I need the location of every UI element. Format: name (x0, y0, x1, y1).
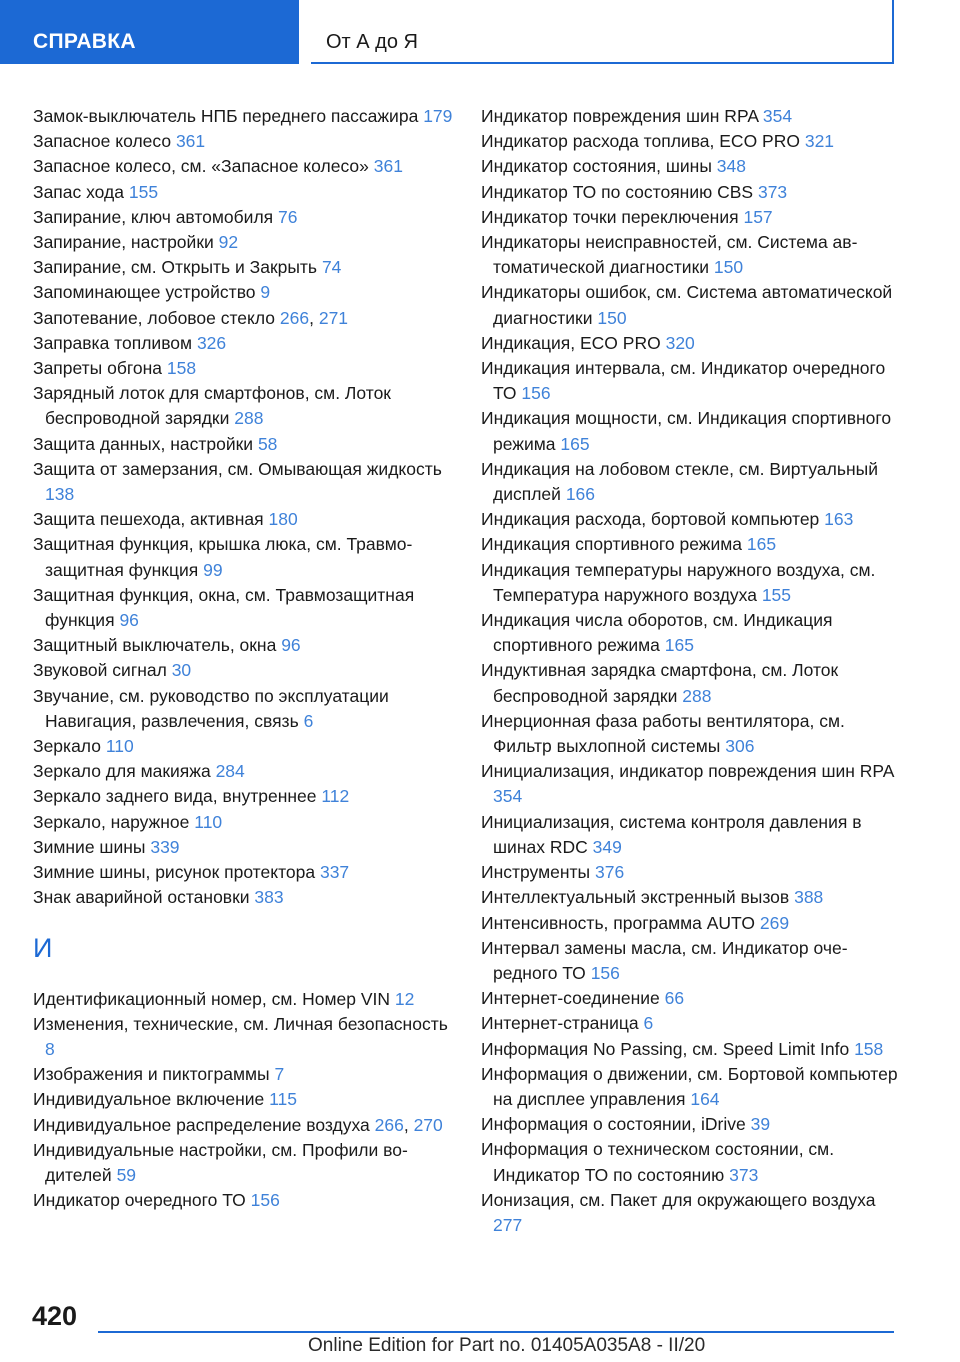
index-term: Индикация на лобовом стекле, см. Виртуальный дисплей (481, 458, 878, 505)
index-entry (481, 104, 901, 129)
index-entry (481, 457, 901, 507)
page-link[interactable]: 30 (171, 660, 192, 681)
index-entry (33, 1188, 458, 1213)
page-link[interactable]: 354 (762, 106, 793, 126)
index-term: Индикация, ECO PRO (481, 332, 661, 353)
index-term: Инициализация, система контроля давления в шинах RDC (481, 811, 862, 857)
index-entry (33, 734, 458, 759)
index-term: Интернет-страница (481, 1013, 639, 1034)
index-term: Индикаторы неисправностей, см. Система автоматической диагностики (481, 232, 858, 278)
index-entry (33, 154, 458, 179)
index-column-left (33, 104, 458, 1213)
page-link[interactable]: 138 (45, 484, 75, 505)
page-link[interactable]: 96 (119, 610, 139, 631)
index-term: Индикатор расхода топлива, ECO PRO (481, 131, 800, 152)
page-link[interactable]: 9 (260, 282, 271, 303)
page-link[interactable]: 383 (254, 887, 284, 908)
index-entry (33, 784, 458, 809)
page-link[interactable]: 92 (218, 232, 239, 253)
chapter-title: От А до Я (326, 31, 418, 53)
index-entry (481, 356, 901, 406)
page-link[interactable]: 361 (373, 156, 403, 177)
page-link[interactable]: 288 (234, 408, 264, 429)
index-term: Индикация интервала, см. Индикатор очередного ТО (481, 358, 886, 404)
page-link[interactable]: 96 (281, 635, 301, 656)
index-entry (33, 885, 458, 910)
page-link[interactable]: 158 (166, 358, 197, 379)
index-term: Замок-выключатель НПБ переднего пассажира (33, 106, 419, 126)
index-term: Запирание, настройки (33, 232, 214, 253)
index-term: Информация о движении, см. Бортовой компьютер на дисплее управления (481, 1063, 898, 1109)
index-term: Знак аварийной остановки (33, 887, 250, 908)
index-term: Запасное колесо, см. «Запасное колесо» (33, 156, 369, 177)
index-entry (33, 658, 458, 683)
index-term: Запас хода (33, 181, 124, 202)
index-entry: Запотевание, лобовое стекло 266, 271 (33, 307, 349, 328)
index-term: Запасное колесо (33, 131, 172, 152)
index-term: Звуковой сигнал (33, 660, 167, 681)
page-link[interactable]: 180 (268, 509, 298, 530)
index-term: Защита от замерзания, см. Омывающая жидкость (33, 458, 442, 479)
index-term: Заправка топливом (33, 332, 193, 353)
section-title: СПРАВКА (33, 30, 136, 53)
index-entry (481, 860, 901, 885)
page-link[interactable]: 6 (303, 710, 314, 731)
page-link[interactable]: 156 (250, 1190, 280, 1211)
page-link[interactable]: 157 (743, 206, 773, 227)
index-term: Информация о техническом состоянии, см. Индикатор ТО по состоянию (481, 1139, 835, 1185)
page-link[interactable]: 12 (394, 988, 415, 1009)
page-link[interactable]: 99 (203, 559, 223, 580)
index-term: Защитный выключатель, окна (33, 635, 277, 656)
letter-heading: И (33, 932, 53, 963)
chapter-header (311, 0, 894, 64)
index-list-left-after (33, 987, 458, 1214)
page-link[interactable]: 155 (761, 584, 792, 605)
index-entry (33, 987, 458, 1012)
page-link[interactable]: 39 (750, 1114, 771, 1135)
index-term: Индивидуальное распределение воздуха (33, 1114, 370, 1135)
index-entry (33, 532, 458, 582)
index-entry (33, 583, 458, 633)
index-entry (33, 1012, 458, 1062)
index-term: Индикатор точки переключения (481, 206, 739, 227)
page-link[interactable]: 321 (804, 131, 835, 152)
index-term: Индикация числа оборотов, см. Индикация спортивного режима (481, 610, 833, 656)
index-entry (33, 129, 458, 154)
index-entry (481, 129, 901, 154)
index-term: Запирание, ключ автомобиля (33, 206, 274, 227)
index-entry (33, 835, 458, 860)
index-entry (481, 759, 901, 809)
index-entry (481, 331, 901, 356)
page-link[interactable]: 373 (757, 181, 788, 202)
index-column-right (481, 104, 901, 1238)
page-link[interactable]: 326 (196, 332, 227, 353)
index-term: Зарядный лоток для смартфонов, см. Лоток беспроводной зарядки (33, 383, 391, 429)
index-term: Запреты обгона (33, 358, 163, 379)
index-term: Индикация температуры наружного воздуха, см. Температура наружного воздуха (481, 559, 876, 605)
index-term: Ионизация, см. Пакет для окружающего воздуха (481, 1189, 876, 1210)
index-entry (481, 658, 901, 708)
index-list-right (481, 104, 901, 1238)
index-entry (33, 633, 458, 658)
index-entry (481, 406, 901, 456)
index-term: Изменения, технические, см. Личная безопасность (33, 1013, 448, 1034)
page-link[interactable]: 115 (269, 1089, 298, 1110)
page-link[interactable]: 166 (565, 484, 596, 505)
index-term: Инициализация, индикатор повреждения шин RPA (481, 761, 894, 782)
index-entry (33, 1087, 458, 1112)
page-link[interactable]: 58 (257, 433, 278, 454)
index-term: Запоминающее устройство (33, 282, 256, 303)
section-tab (0, 0, 299, 64)
index-entry (33, 759, 458, 784)
page-link[interactable]: 156 (590, 962, 620, 983)
index-term: Интервал замены масла, см. Индикатор очередного ТО (481, 937, 848, 983)
index-entry (481, 885, 901, 910)
index-entry (33, 810, 458, 835)
index-entry (481, 507, 901, 532)
footer-rule (98, 1331, 894, 1333)
index-term: Индикаторы ошибок, см. Система автоматической диагностики (481, 282, 893, 328)
page-link[interactable]: 8 (45, 1038, 55, 1059)
index-term: Зеркало, наружное (33, 811, 190, 832)
page-link[interactable]: 373 (729, 1164, 759, 1185)
index-term: Информация No Passing, см. Speed Limit Info (481, 1038, 850, 1059)
index-term: Звучание, см. руководство по эксплуатации Навигация, развлечения, связь (33, 685, 389, 731)
page-link[interactable]: 361 (175, 131, 206, 152)
index-entry (33, 230, 458, 255)
index-entry (33, 457, 458, 507)
page-link[interactable]: 277 (493, 1214, 523, 1235)
index-entry (481, 1112, 901, 1137)
index-entry (33, 104, 458, 129)
index-term: Зеркало для макияжа (33, 761, 211, 782)
index-entry (33, 331, 458, 356)
index-entry (481, 280, 901, 330)
index-entry (481, 1137, 901, 1187)
index-term: Защита данных, настройки (33, 433, 254, 454)
index-term: Индивидуальное включение (33, 1089, 265, 1110)
index-entry (481, 154, 901, 179)
page-link[interactable]: 179 (423, 106, 453, 126)
index-term: Индикатор состояния, шины (481, 156, 712, 177)
page-link[interactable]: 6 (643, 1013, 654, 1034)
index-entry (481, 709, 901, 759)
index-entry (481, 936, 901, 986)
page-link[interactable]: 110 (105, 736, 134, 757)
index-term: Индикатор повреждения шин RPA (481, 106, 759, 126)
index-entry (481, 608, 901, 658)
page-link[interactable]: 288 (682, 685, 712, 706)
index-entry (33, 1138, 458, 1188)
page-link[interactable]: 59 (116, 1164, 137, 1185)
index-term: Защитная функция, окна, см. Травмозащитная функция (33, 584, 415, 631)
page-link[interactable]: 165 (560, 433, 590, 454)
page-link[interactable]: 271 (318, 307, 349, 328)
index-entry (481, 1188, 901, 1238)
edition-text: Online Edition for Part no. 01405A035A8 - II/20 (308, 1335, 706, 1356)
index-entry (481, 558, 901, 608)
index-list-left (33, 104, 458, 911)
page-link[interactable]: 165 (746, 534, 777, 555)
index-term: Интернет-соединение (481, 988, 660, 1009)
index-term: Защита пешехода, активная (33, 509, 264, 530)
index-entry (481, 1037, 901, 1062)
page-link[interactable]: 269 (759, 912, 790, 933)
index-entry (33, 255, 458, 280)
index-entry (481, 986, 901, 1011)
index-term: Изображения и пиктограммы (33, 1064, 270, 1085)
page-link[interactable]: 110 (194, 811, 223, 832)
index-term: Инструменты (481, 862, 591, 883)
index-term: Запирание, см. Открыть и Закрыть (33, 257, 318, 278)
page-link[interactable]: 76 (278, 206, 298, 227)
index-term: Индикация спортивного режима (481, 534, 743, 555)
page-link[interactable]: 164 (690, 1088, 720, 1109)
page-link[interactable]: 284 (215, 761, 245, 782)
page-link[interactable]: 306 (725, 736, 755, 757)
page-link[interactable]: 270 (413, 1114, 443, 1135)
page-link[interactable]: 348 (716, 156, 746, 177)
page-link[interactable]: 337 (319, 862, 350, 883)
page-link[interactable]: 388 (794, 887, 824, 908)
index-term: Интенсивность, программа AUTO (481, 912, 756, 933)
index-entry (481, 1062, 901, 1112)
page-link[interactable]: 7 (274, 1064, 285, 1085)
index-term: Индикация расхода, бортовой компьютер (481, 509, 820, 530)
index-term: Инерционная фаза работы вентилятора, см. Фильтр выхлопной системы (481, 710, 845, 757)
index-term: Интеллектуальный экстренный вызов (481, 887, 790, 908)
page-link[interactable]: 339 (150, 836, 180, 857)
index-term: Индикатор очередного ТО (33, 1190, 246, 1211)
page-link[interactable]: 266 (279, 307, 310, 328)
index-entry (33, 381, 458, 431)
page-number: 420 (32, 1301, 78, 1331)
page-link[interactable]: 266 (374, 1114, 404, 1135)
index-entry (33, 507, 458, 532)
index-entry (33, 432, 458, 457)
index-entry: Индивидуальное распределение воздуха 266, 270 (33, 1114, 443, 1135)
page-link[interactable]: 112 (321, 786, 350, 807)
index-entry (33, 205, 458, 230)
index-term: Индикация мощности, см. Индикация спортивного режима (481, 408, 892, 454)
page-link[interactable]: 150 (713, 257, 744, 278)
index-entry (33, 356, 458, 381)
page-link[interactable]: 165 (664, 635, 694, 656)
page-link[interactable]: 155 (128, 181, 159, 202)
page-link[interactable]: 158 (854, 1038, 884, 1059)
page-link[interactable]: 349 (592, 836, 622, 857)
index-term: Идентификационный номер, см. Номер VIN (33, 988, 391, 1009)
page-link[interactable]: 74 (321, 257, 342, 278)
page-link[interactable]: 320 (665, 332, 695, 353)
index-term: Запотевание, лобовое стекло (33, 307, 276, 328)
index-term: Защитная функция, крышка люка, см. Травмозащитная функция (33, 534, 413, 580)
index-term: Зеркало заднего вида, внутреннее (33, 786, 317, 807)
index-entry (481, 810, 901, 860)
index-term: Зимние шины, рисунок протектора (33, 862, 316, 883)
index-entry (33, 684, 458, 734)
index-entry (481, 205, 901, 230)
index-term: Индикатор ТО по состоянию CBS (481, 181, 754, 202)
page-link[interactable]: 156 (521, 383, 551, 404)
index-term: Индивидуальные настройки, см. Профили водителей (33, 1139, 408, 1185)
index-term: Индуктивная зарядка смартфона, см. Лоток беспроводной зарядки (481, 660, 839, 706)
index-entry (33, 180, 458, 205)
index-entry (33, 280, 458, 305)
page-link[interactable]: 66 (664, 988, 685, 1009)
index-entry (481, 532, 901, 557)
index-entry (33, 860, 458, 885)
index-entry (33, 1062, 458, 1087)
page-link[interactable]: 163 (824, 509, 854, 530)
index-term: Зимние шины (33, 836, 146, 857)
page-link[interactable]: 150 (597, 307, 627, 328)
index-entry (481, 230, 901, 280)
index-term: Зеркало (33, 736, 101, 757)
index-term: Информация о состоянии, iDrive (481, 1114, 746, 1135)
index-entry (481, 911, 901, 936)
page-link[interactable]: 354 (493, 786, 523, 807)
index-entry (481, 180, 901, 205)
page-link[interactable]: 376 (595, 862, 625, 883)
index-entry (481, 1011, 901, 1036)
